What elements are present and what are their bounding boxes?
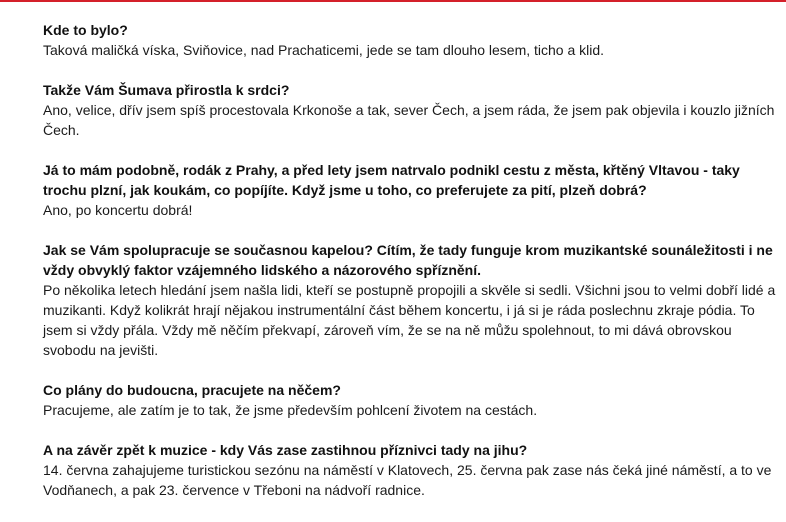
- interview-question: Kde to bylo?: [43, 22, 128, 38]
- qa-block-1: [43, 20, 778, 60]
- interview-answer: Ano, velice, dřív jsem spíš procestovala Krkonoše a tak, sever Čech, a jsem ráda, že jsem pak objevila i kouzlo jižních Čech.: [43, 102, 775, 138]
- qa-block-6: [43, 440, 778, 500]
- top-accent-rule: [0, 0, 786, 2]
- interview-question: Takže Vám Šumava přirostla k srdci?: [43, 82, 290, 98]
- interview-answer: Taková maličká víska, Sviňovice, nad Prachaticemi, jede se tam dlouho lesem, ticho a klid.: [43, 42, 605, 58]
- qa-block-2: [43, 80, 778, 140]
- qa-block-4: [43, 240, 778, 360]
- qa-block-3: [43, 160, 778, 220]
- interview-question: Já to mám podobně, rodák z Prahy, a před lety jsem natrvalo podnikl cestu z města, křtěný Vltavou - taky trochu plzní, jak koukám, co popíjíte. Když jsme u toho, co preferujete za pití, plzeň dobrá?: [43, 162, 740, 198]
- interview-answer: Po několika letech hledání jsem našla lidi, kteří se postupně propojili a skvěle si sedli. Všichni jsou to velmi dobří lidé a muzikanti. Když kolikrát hrají nějakou instrumentální část během koncertu, i já si je ráda poslechnu zkraje pódia. To jsem si vždy přála. Vždy mě něčím překvapí, zároveň vím, že se na ně můžu spolehnout, to mi dává obrovskou svobodu na jevišti.: [43, 282, 776, 358]
- interview-answer: Pracujeme, ale zatím je to tak, že jsme především pohlcení životem na cestách.: [43, 402, 538, 418]
- interview-question: A na závěr zpět k muzice - kdy Vás zase zastihnou příznivci tady na jihu?: [43, 442, 528, 458]
- interview-question: Co plány do budoucna, pracujete na něčem?: [43, 382, 341, 398]
- interview-question: Jak se Vám spolupracuje se současnou kapelou? Cítím, že tady funguje krom muzikantské sounáležitosti i ne vždy obvyklý faktor vzájemného lidského a názorového spříznění.: [43, 242, 773, 278]
- qa-block-5: [43, 380, 778, 420]
- interview-article: [43, 20, 778, 520]
- interview-answer: Ano, po koncertu dobrá!: [43, 202, 193, 218]
- interview-answer: 14. června zahajujeme turistickou sezónu na náměstí v Klatovech, 25. června pak zase nás čeká jiné náměstí, a to ve Vodňanech, a pak 23. července v Třeboni na nádvoří radnice.: [43, 462, 772, 498]
